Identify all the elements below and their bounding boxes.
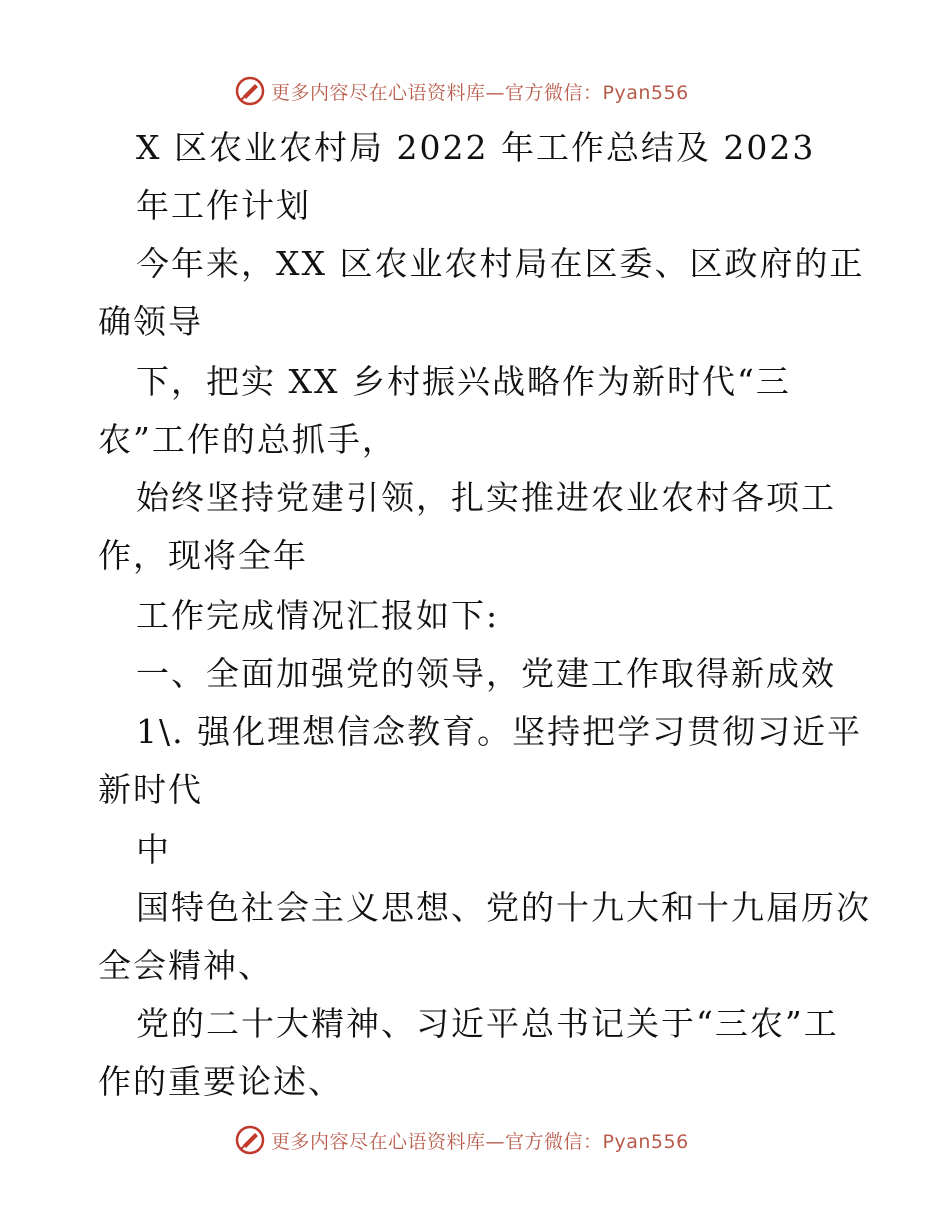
doc-title-line-1: X 区农业农村局 2022 年工作总结及 2023 [136, 128, 816, 167]
paragraph-line: 1\. 强化理想信念教育。坚持把学习贯彻习近平 [136, 712, 863, 751]
watermark-text: 更多内容尽在心语资料库—官方微信：Pyan556 [271, 81, 689, 104]
doc-title-line-2: 年工作计划 [136, 186, 311, 225]
paragraph-line: 今年来，XX 区农业农村局在区委、区政府的正 [136, 244, 865, 283]
paragraph-line: 作，现将全年 [98, 536, 308, 575]
pen-seal-icon [235, 76, 265, 106]
paragraph-line: 农”工作的总抓手， [98, 420, 397, 459]
paragraph-line: 作的重要论述、 [98, 1062, 343, 1101]
paragraph-line: 党的二十大精神、习近平总书记关于“三农”工 [136, 1004, 839, 1043]
footer-watermark [235, 1123, 689, 1157]
watermark-text: 更多内容尽在心语资料库—官方微信：Pyan556 [271, 1130, 689, 1153]
paragraph-line: 下，把实 XX 乡村振兴战略作为新时代“三 [136, 362, 791, 401]
paragraph-line: 中 [136, 830, 171, 869]
paragraph-line: 全会精神、 [98, 946, 273, 985]
paragraph-line: 确领导 [98, 302, 203, 341]
section-heading: 一、全面加强党的领导，党建工作取得新成效 [136, 654, 836, 693]
pen-seal-icon [235, 1125, 265, 1155]
header-watermark [235, 74, 689, 108]
paragraph-line: 国特色社会主义思想、党的十九大和十九届历次 [136, 888, 871, 927]
paragraph-line: 工作完成情况汇报如下: [136, 596, 500, 635]
paragraph-line: 新时代 [98, 770, 203, 809]
paragraph-line: 始终坚持党建引领，扎实推进农业农村各项工 [136, 478, 836, 517]
